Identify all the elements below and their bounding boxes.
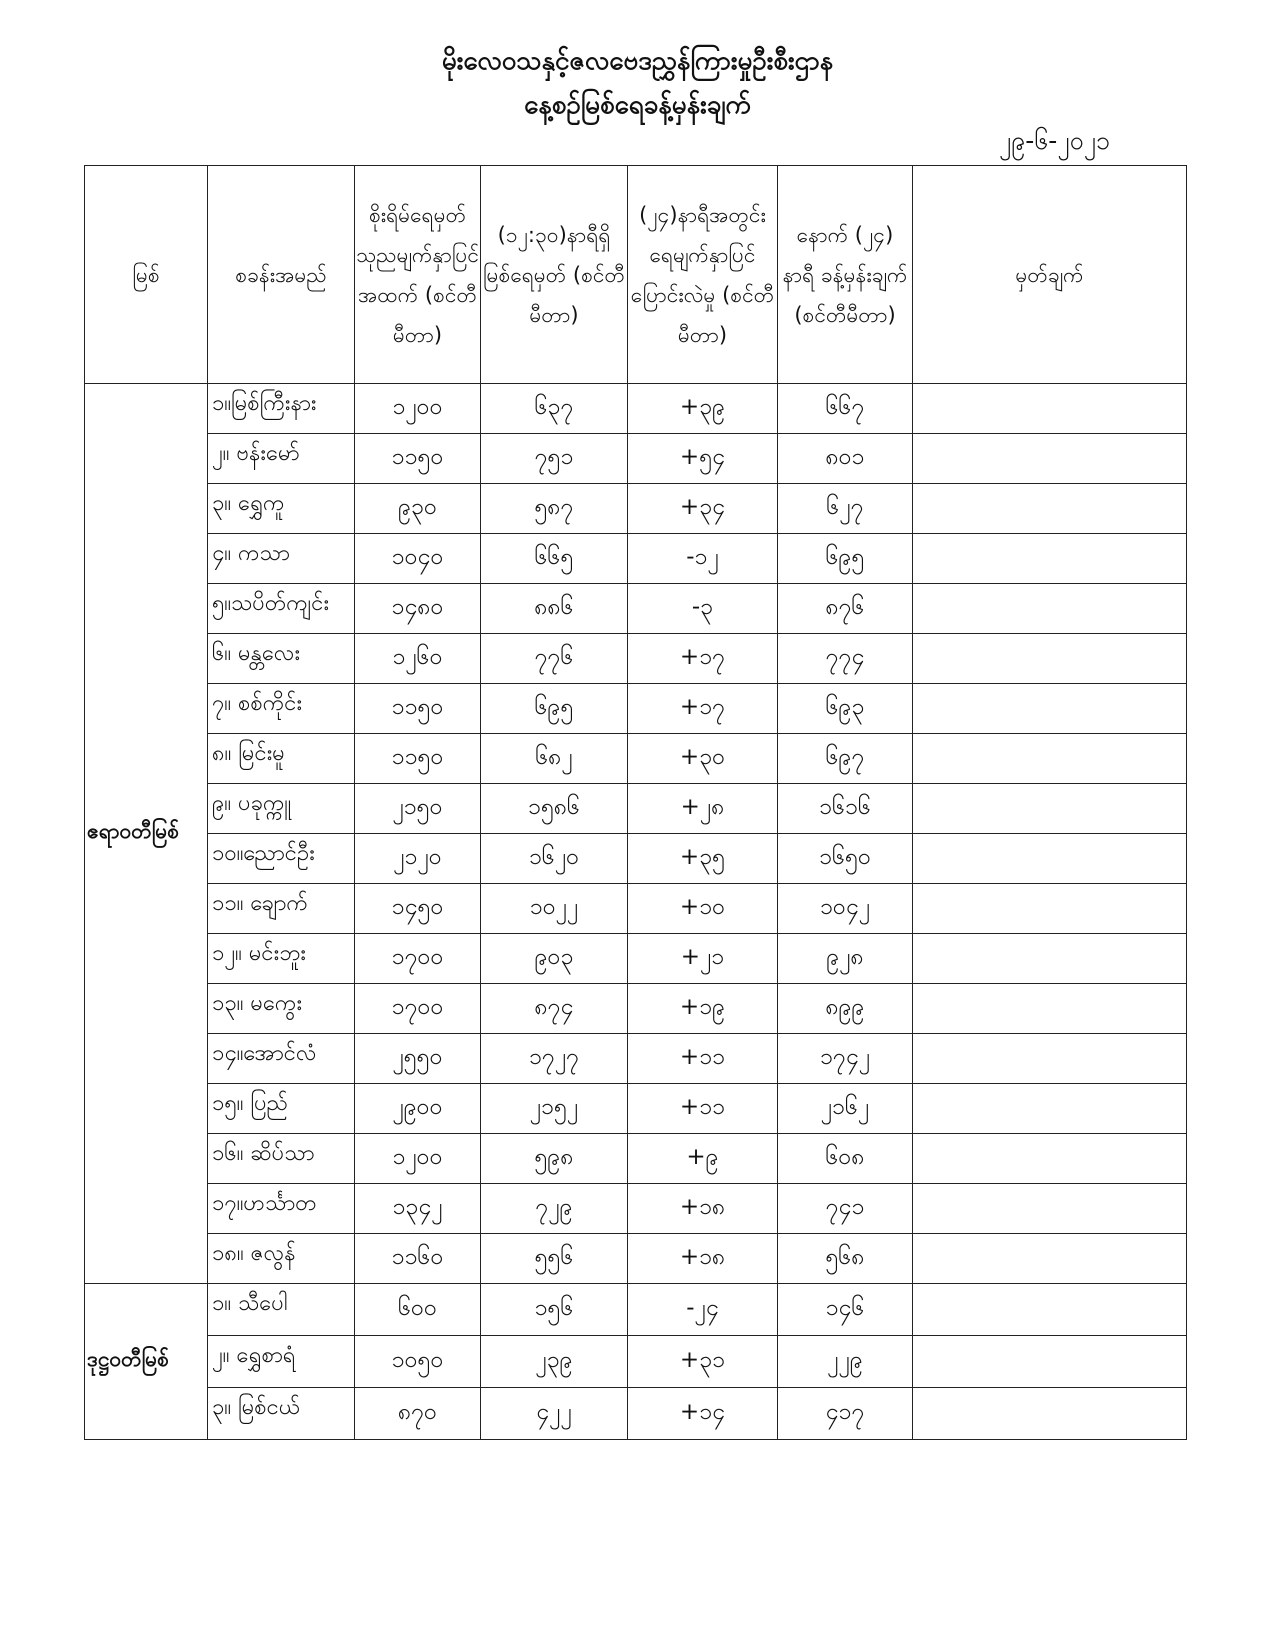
station-name: ၁၃။ မကွေး — [208, 984, 355, 1034]
station-name: ၅။သပိတ်ကျင်း — [208, 584, 355, 634]
remark — [913, 1184, 1187, 1234]
station-name: ၁၄။အောင်လံ — [208, 1034, 355, 1084]
station-name: ၉။ ပခုက္ကူ — [208, 784, 355, 834]
danger-level: ၁၂၀၀ — [355, 384, 481, 434]
danger-level: ၁၁၆၀ — [355, 1234, 481, 1284]
column-header-current-level: (၁၂:၃၀)နာရီရှိ မြစ်ရေမှတ် (စင်တီမီတာ) — [481, 166, 628, 384]
forecast-level: ၆၀၈ — [778, 1134, 913, 1184]
danger-level: ၂၅၅၀ — [355, 1034, 481, 1084]
current-level: ၁၇၂၇ — [481, 1034, 628, 1084]
forecast-level: ၆၉၃ — [778, 684, 913, 734]
forecast-level: ၅၆၈ — [778, 1234, 913, 1284]
level-change: +၅၄ — [628, 434, 778, 484]
forecast-level: ၆၉၇ — [778, 734, 913, 784]
remark — [913, 1034, 1187, 1084]
remark — [913, 1336, 1187, 1388]
current-level: ၅၅၆ — [481, 1234, 628, 1284]
column-header-river: မြစ် — [85, 166, 208, 384]
table-row — [85, 734, 1187, 784]
station-name: ၇။ စစ်ကိုင်း — [208, 684, 355, 734]
level-change: +၁၈ — [628, 1184, 778, 1234]
level-change: -၂၄ — [628, 1284, 778, 1336]
current-level: ၇၅၁ — [481, 434, 628, 484]
danger-level: ၁၇၀၀ — [355, 984, 481, 1034]
current-level: ၁၀၂၂ — [481, 884, 628, 934]
remark — [913, 884, 1187, 934]
table-row — [85, 1234, 1187, 1284]
current-level: ၂၃၉ — [481, 1336, 628, 1388]
forecast-level: ၆၂၇ — [778, 484, 913, 534]
table-row — [85, 784, 1187, 834]
table-row — [85, 934, 1187, 984]
column-header-danger-level: စိုးရိမ်ရေမှတ် သုညမျက်နှာပြင် အထက် (စင်တီမီတာ) — [355, 166, 481, 384]
column-header-24h-change: (၂၄)နာရီအတွင်း ရေမျက်နှာပြင် ပြောင်းလဲမှု (စင်တီမီတာ) — [628, 166, 778, 384]
danger-level: ၈၇၀ — [355, 1388, 481, 1440]
level-change: +၁၉ — [628, 984, 778, 1034]
danger-level: ၁၄၅၀ — [355, 884, 481, 934]
report-title: နေ့စဉ်မြစ်ရေခန့်မှန်းချက် — [524, 90, 751, 120]
station-name: ၁၀။ညောင်ဦး — [208, 834, 355, 884]
station-name: ၁။မြစ်ကြီးနား — [208, 384, 355, 434]
danger-level: ၂၁၅၀ — [355, 784, 481, 834]
station-name: ၁၂။ မင်းဘူး — [208, 934, 355, 984]
column-header-station: စခန်းအမည် — [208, 166, 355, 384]
table-header-row — [85, 166, 1187, 384]
forecast-level: ၂၁၆၂ — [778, 1084, 913, 1134]
table-row — [85, 534, 1187, 584]
level-change: +၁၄ — [628, 1388, 778, 1440]
table-row — [85, 1084, 1187, 1134]
danger-level: ၁၁၅၀ — [355, 734, 481, 784]
table-row — [85, 1388, 1187, 1440]
danger-level: ၁၄၈၀ — [355, 584, 481, 634]
report-date: ၂၉-၆-၂၀၂၁ — [998, 126, 1110, 155]
current-level: ၄၂၂ — [481, 1388, 628, 1440]
table-row — [85, 484, 1187, 534]
remark — [913, 934, 1187, 984]
station-name: ၁၆။ ဆိပ်သာ — [208, 1134, 355, 1184]
danger-level: ၁၂၆၀ — [355, 634, 481, 684]
danger-level: ၁၃၄၂ — [355, 1184, 481, 1234]
department-title: မိုးလေဝသနှင့်ဇလဗေဒညွှန်ကြားမှုဦးစီးဌာန — [441, 46, 834, 76]
table-row — [85, 1134, 1187, 1184]
danger-level: ၆၀၀ — [355, 1284, 481, 1336]
remark — [913, 984, 1187, 1034]
danger-level: ၁၀၄၀ — [355, 534, 481, 584]
station-name: ၁။ သီပေါ — [208, 1284, 355, 1336]
danger-level: ၉၃၀ — [355, 484, 481, 534]
station-name: ၃။ ရွှေကူ — [208, 484, 355, 534]
table-row — [85, 384, 1187, 434]
danger-level: ၂၉၀၀ — [355, 1084, 481, 1134]
current-level: ၂၁၅၂ — [481, 1084, 628, 1134]
station-name: ၁၇။ဟင်္သာတ — [208, 1184, 355, 1234]
danger-level: ၁၁၅၀ — [355, 684, 481, 734]
remark — [913, 1234, 1187, 1284]
danger-level: ၁၇၀၀ — [355, 934, 481, 984]
forecast-level: ၁၆၁၆ — [778, 784, 913, 834]
level-change: +၁၀ — [628, 884, 778, 934]
remark — [913, 484, 1187, 534]
forecast-level: ၆၉၅ — [778, 534, 913, 584]
station-name: ၈။ မြင်းမူ — [208, 734, 355, 784]
forecast-level: ၆၆၇ — [778, 384, 913, 434]
level-change: +၁၁ — [628, 1034, 778, 1084]
level-change: +၁၁ — [628, 1084, 778, 1134]
table-row — [85, 1284, 1187, 1336]
table-row — [85, 834, 1187, 884]
station-name: ၂။ ရွှေစာရံ — [208, 1336, 355, 1388]
table-row — [85, 984, 1187, 1034]
column-header-forecast: နောက် (၂၄) နာရီ ခန့်မှန်းချက် (စင်တီမီတာ) — [778, 166, 913, 384]
table-row — [85, 634, 1187, 684]
danger-level: ၁၀၅၀ — [355, 1336, 481, 1388]
current-level: ၆၆၅ — [481, 534, 628, 584]
table-row — [85, 584, 1187, 634]
station-name: ၁၅။ ပြည် — [208, 1084, 355, 1134]
station-name: ၁၁။ ချောက် — [208, 884, 355, 934]
current-level: ၉၀၃ — [481, 934, 628, 984]
remark — [913, 634, 1187, 684]
level-change: +၁၈ — [628, 1234, 778, 1284]
current-level: ၁၆၂၀ — [481, 834, 628, 884]
forecast-level: ၇၇၄ — [778, 634, 913, 684]
table-row — [85, 434, 1187, 484]
forecast-level: ၁၄၆ — [778, 1284, 913, 1336]
forecast-level: ၄၁၇ — [778, 1388, 913, 1440]
remark — [913, 684, 1187, 734]
current-level: ၇၂၉ — [481, 1184, 628, 1234]
level-change: -၃ — [628, 584, 778, 634]
station-name: ၆။ မန္တလေး — [208, 634, 355, 684]
remark — [913, 784, 1187, 834]
table-row — [85, 1336, 1187, 1388]
forecast-level: ၇၄၁ — [778, 1184, 913, 1234]
current-level: ၇၇၆ — [481, 634, 628, 684]
forecast-level: ၁၆၅၀ — [778, 834, 913, 884]
level-change: +၃၁ — [628, 1336, 778, 1388]
forecast-level: ၁၇၄၂ — [778, 1034, 913, 1084]
current-level: ၁၅၈၆ — [481, 784, 628, 834]
forecast-level: ၁၀၄၂ — [778, 884, 913, 934]
level-change: +၂၁ — [628, 934, 778, 984]
level-change: +၂၈ — [628, 784, 778, 834]
current-level: ၆၃၇ — [481, 384, 628, 434]
table-body — [85, 384, 1187, 1440]
level-change: +၁၇ — [628, 684, 778, 734]
forecast-level: ၂၂၉ — [778, 1336, 913, 1388]
level-change: +၉ — [628, 1134, 778, 1184]
danger-level: ၁၁၅၀ — [355, 434, 481, 484]
level-change: +၃၀ — [628, 734, 778, 784]
column-header-remarks: မှတ်ချက် — [913, 166, 1187, 384]
remark — [913, 434, 1187, 484]
river-level-table — [84, 165, 1187, 1440]
station-name: ၁၈။ ဇလွန် — [208, 1234, 355, 1284]
forecast-level: ၈၉၉ — [778, 984, 913, 1034]
current-level: ၆၉၅ — [481, 684, 628, 734]
level-change: +၁၇ — [628, 634, 778, 684]
table-row — [85, 1184, 1187, 1234]
level-change: +၃၄ — [628, 484, 778, 534]
remark — [913, 834, 1187, 884]
river-name: ဧရာဝတီမြစ် — [85, 384, 208, 1284]
forecast-level: ၉၂၈ — [778, 934, 913, 984]
level-change: -၁၂ — [628, 534, 778, 584]
remark — [913, 1084, 1187, 1134]
table-row — [85, 884, 1187, 934]
level-change: +၃၉ — [628, 384, 778, 434]
remark — [913, 534, 1187, 584]
forecast-level: ၈၀၁ — [778, 434, 913, 484]
station-name: ၃။ မြစ်ငယ် — [208, 1388, 355, 1440]
current-level: ၆၈၂ — [481, 734, 628, 784]
remark — [913, 384, 1187, 434]
danger-level: ၁၂၀၀ — [355, 1134, 481, 1184]
station-name: ၂။ ဗန်းမော် — [208, 434, 355, 484]
remark — [913, 1134, 1187, 1184]
table-row — [85, 684, 1187, 734]
current-level: ၁၅၆ — [481, 1284, 628, 1336]
danger-level: ၂၁၂၀ — [355, 834, 481, 884]
river-name: ဒုဋ္ဌဝတီမြစ် — [85, 1284, 208, 1440]
remark — [913, 734, 1187, 784]
current-level: ၅၉၈ — [481, 1134, 628, 1184]
remark — [913, 1284, 1187, 1336]
remark — [913, 1388, 1187, 1440]
current-level: ၅၈၇ — [481, 484, 628, 534]
station-name: ၄။ ကသာ — [208, 534, 355, 584]
level-change: +၃၅ — [628, 834, 778, 884]
current-level: ၈၇၄ — [481, 984, 628, 1034]
current-level: ၈၈၆ — [481, 584, 628, 634]
table-row — [85, 1034, 1187, 1084]
remark — [913, 584, 1187, 634]
forecast-level: ၈၇၆ — [778, 584, 913, 634]
